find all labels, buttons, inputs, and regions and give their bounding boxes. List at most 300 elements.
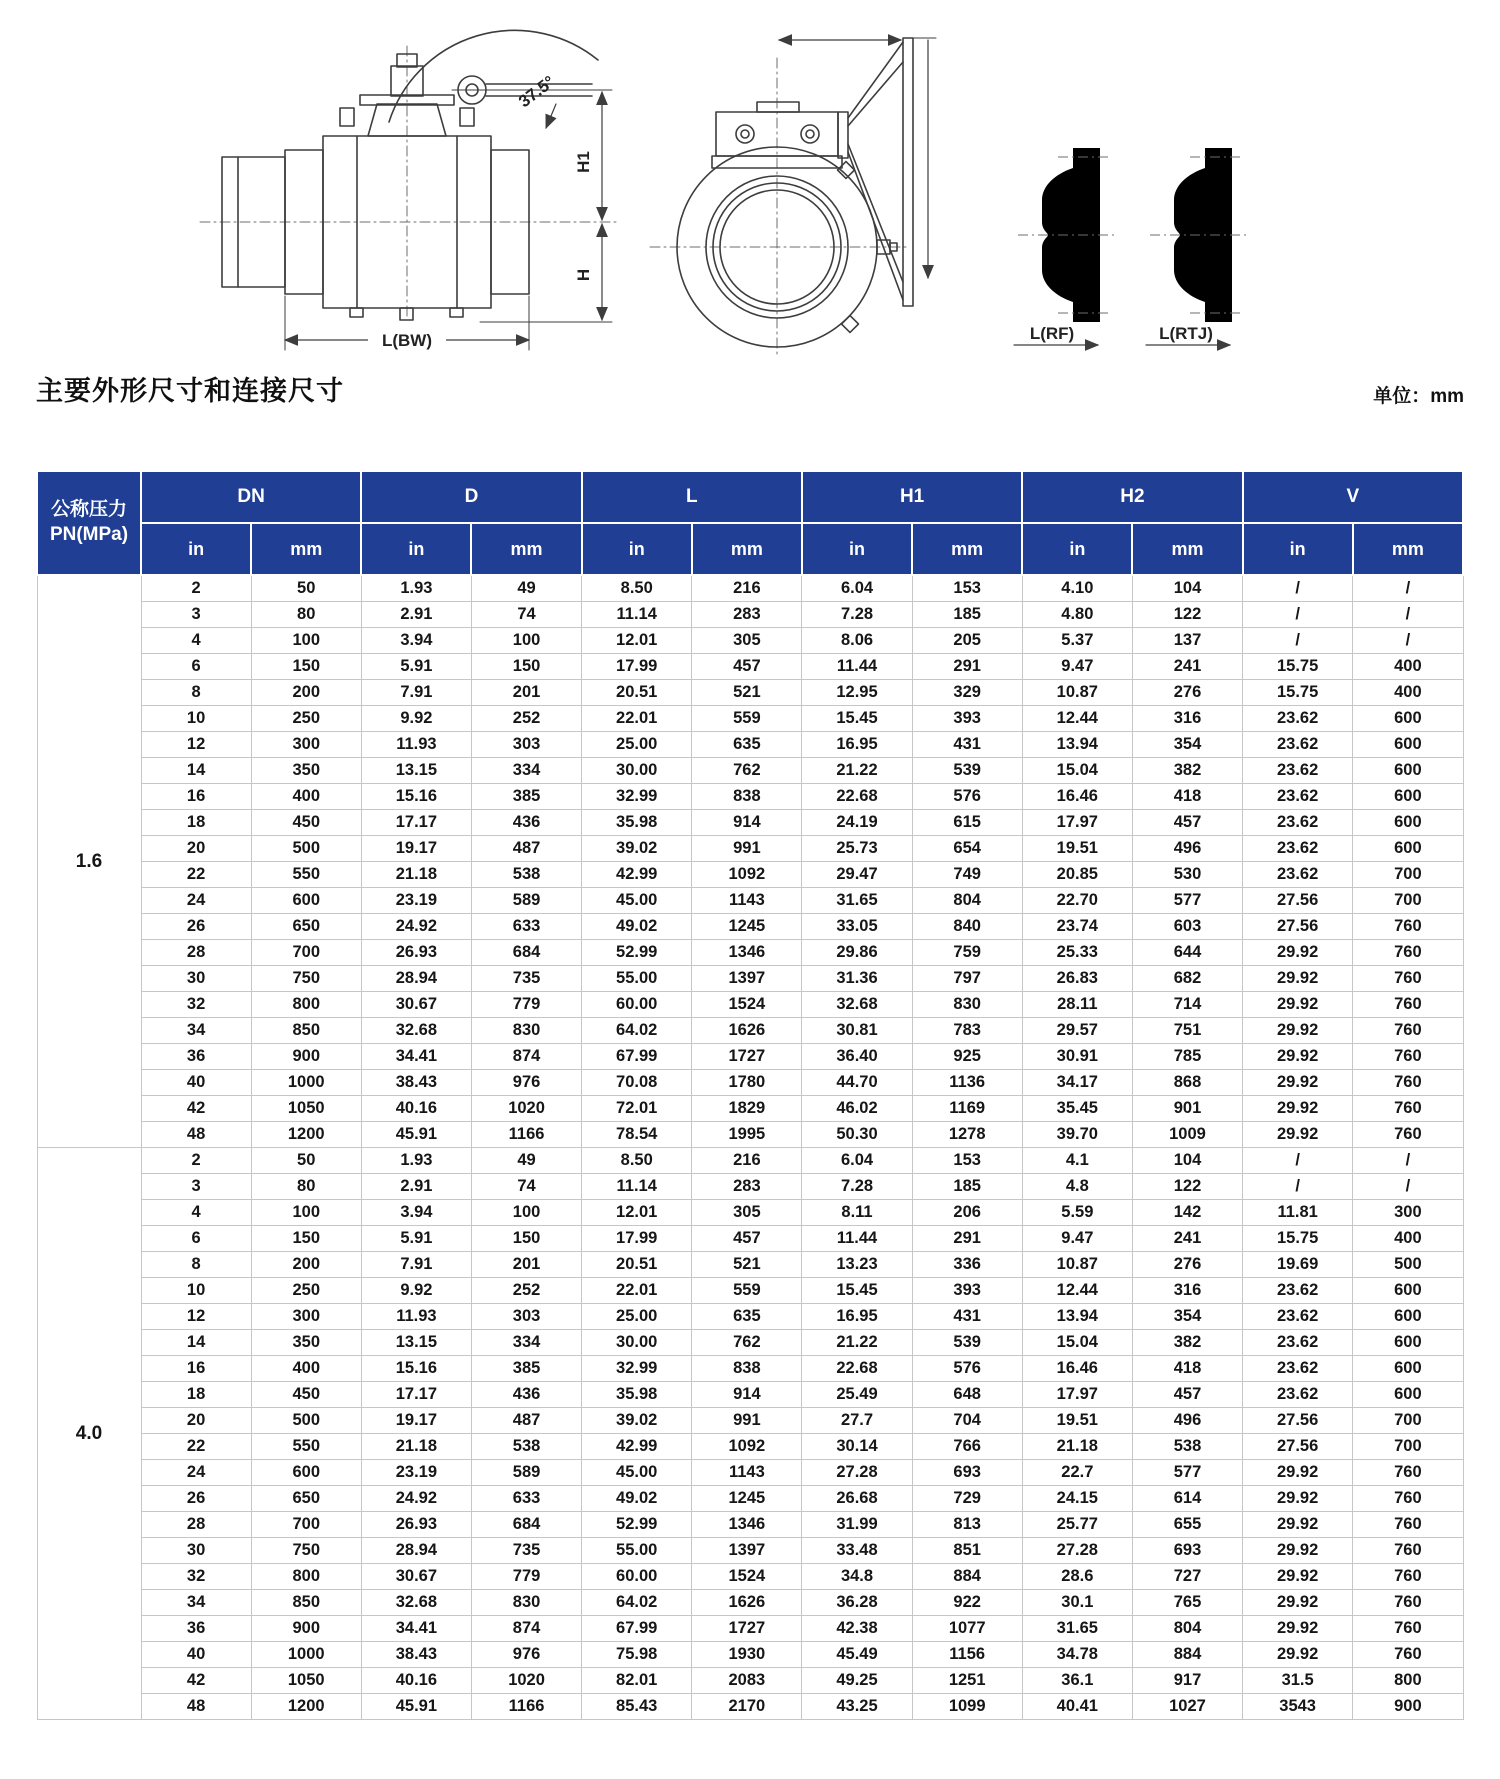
dimension-cell: 457: [692, 1226, 802, 1252]
dimension-cell: 201: [471, 1252, 581, 1278]
dimension-cell: 496: [1132, 1408, 1242, 1434]
dimension-cell: 1143: [692, 888, 802, 914]
dimension-cell: 8: [141, 1252, 251, 1278]
dimension-cell: 303: [471, 732, 581, 758]
dimension-cell: 1245: [692, 914, 802, 940]
dimension-cell: 350: [251, 758, 361, 784]
dimension-cell: 45.91: [361, 1694, 471, 1720]
dimension-cell: 12.01: [582, 628, 692, 654]
dimension-cell: 615: [912, 810, 1022, 836]
dimension-cell: 15.75: [1243, 680, 1353, 706]
side-view-dimensions: [285, 72, 612, 351]
dimension-cell: 1020: [471, 1668, 581, 1694]
dimension-cell: 4.80: [1022, 602, 1132, 628]
dimension-cell: 216: [692, 1148, 802, 1174]
dimension-cell: 16.95: [802, 1304, 912, 1330]
dimension-cell: 13.15: [361, 1330, 471, 1356]
dimension-cell: 25.77: [1022, 1512, 1132, 1538]
dimension-cell: 5.91: [361, 1226, 471, 1252]
dimension-cell: 29.92: [1243, 1642, 1353, 1668]
dimension-cell: 31.65: [1022, 1616, 1132, 1642]
dimension-cell: 31.65: [802, 888, 912, 914]
dimension-cell: /: [1243, 1174, 1353, 1200]
dimension-cell: 1397: [692, 1538, 802, 1564]
dimension-cell: 600: [1353, 758, 1463, 784]
dimension-cell: 12.01: [582, 1200, 692, 1226]
dimension-cell: 27.7: [802, 1408, 912, 1434]
dimension-cell: 28.6: [1022, 1564, 1132, 1590]
dimension-cell: 2170: [692, 1694, 802, 1720]
dimension-cell: 32.68: [361, 1018, 471, 1044]
dimension-cell: 8.50: [582, 575, 692, 602]
table-row: [37, 992, 1463, 1018]
dimension-cell: 729: [912, 1486, 1022, 1512]
dimension-cell: 153: [912, 1148, 1022, 1174]
dimension-cell: 12.95: [802, 680, 912, 706]
dimension-cell: 735: [471, 966, 581, 992]
dimension-cell: 15.75: [1243, 1226, 1353, 1252]
dimension-cell: 500: [1353, 1252, 1463, 1278]
dimension-cell: 300: [251, 1304, 361, 1330]
dimension-cell: 43.25: [802, 1694, 912, 1720]
dimension-cell: 589: [471, 888, 581, 914]
dimension-cell: 8.06: [802, 628, 912, 654]
dimension-cell: 22.68: [802, 784, 912, 810]
dimension-cell: 40.41: [1022, 1694, 1132, 1720]
dimension-cell: 8: [141, 680, 251, 706]
dimension-cell: 20: [141, 1408, 251, 1434]
dimension-cell: 1000: [251, 1070, 361, 1096]
table-row: [37, 1642, 1463, 1668]
dimension-cell: 654: [912, 836, 1022, 862]
dimension-cell: 17.97: [1022, 1382, 1132, 1408]
dimension-cell: 500: [251, 836, 361, 862]
dimension-cell: 25.49: [802, 1382, 912, 1408]
dimension-cell: 28: [141, 940, 251, 966]
dimension-cell: 100: [471, 1200, 581, 1226]
dimension-cell: 1136: [912, 1070, 1022, 1096]
dimension-cell: 291: [912, 654, 1022, 680]
dimension-cell: 393: [912, 1278, 1022, 1304]
dimension-cell: 137: [1132, 628, 1242, 654]
dimension-cell: 925: [912, 1044, 1022, 1070]
dimension-cell: 49.02: [582, 1486, 692, 1512]
dimension-cell: 600: [251, 1460, 361, 1486]
dimension-cell: 28.11: [1022, 992, 1132, 1018]
dimension-cell: 42.99: [582, 1434, 692, 1460]
dimension-cell: 55.00: [582, 966, 692, 992]
dimension-cell: 14: [141, 1330, 251, 1356]
col-header-h2: H2: [1022, 471, 1242, 523]
dimension-cell: 4.10: [1022, 575, 1132, 602]
table-row: [37, 732, 1463, 758]
dimension-cell: 1050: [251, 1096, 361, 1122]
dimension-cell: 538: [471, 1434, 581, 1460]
dimension-cell: 457: [1132, 810, 1242, 836]
dimension-cell: 1099: [912, 1694, 1022, 1720]
dimension-cell: 40.16: [361, 1668, 471, 1694]
dimension-cell: 11.44: [802, 1226, 912, 1252]
dimension-cell: 1930: [692, 1642, 802, 1668]
sub-header-mm: mm: [692, 523, 802, 575]
dimension-cell: 39.02: [582, 1408, 692, 1434]
dimension-cell: 40: [141, 1642, 251, 1668]
dimension-cell: 29.86: [802, 940, 912, 966]
table-row: [37, 888, 1463, 914]
dimension-cell: 70.08: [582, 1070, 692, 1096]
dimension-cell: 15.45: [802, 1278, 912, 1304]
dimension-cell: 26: [141, 1486, 251, 1512]
dimension-cell: 23.62: [1243, 810, 1353, 836]
col-header-h1: H1: [802, 471, 1022, 523]
table-row: [37, 758, 1463, 784]
dimension-cell: 704: [912, 1408, 1022, 1434]
dimension-cell: 700: [251, 1512, 361, 1538]
dimension-cell: 31.99: [802, 1512, 912, 1538]
table-row: [37, 1616, 1463, 1642]
dimension-cell: 34.17: [1022, 1070, 1132, 1096]
table-row: [37, 1044, 1463, 1070]
dimension-cell: 36.40: [802, 1044, 912, 1070]
dimension-cell: 82.01: [582, 1668, 692, 1694]
dimension-cell: 633: [471, 914, 581, 940]
dimension-cell: 28.94: [361, 1538, 471, 1564]
dimension-cell: 35.98: [582, 1382, 692, 1408]
dimension-cell: 2: [141, 1148, 251, 1174]
sub-header-mm: mm: [1132, 523, 1242, 575]
table-header-row-sub: [37, 523, 1463, 575]
dimension-cell: /: [1353, 1174, 1463, 1200]
dimension-cell: 291: [912, 1226, 1022, 1252]
dimension-cell: 26.83: [1022, 966, 1132, 992]
dimension-cell: 10: [141, 1278, 251, 1304]
dimension-cell: 749: [912, 862, 1022, 888]
dimension-cell: 1200: [251, 1122, 361, 1148]
dimension-cell: 29.92: [1243, 1538, 1353, 1564]
dimension-cell: 539: [912, 758, 1022, 784]
dimension-cell: 830: [471, 1018, 581, 1044]
dimension-cell: 36.28: [802, 1590, 912, 1616]
dimension-cell: 45.00: [582, 1460, 692, 1486]
dimension-cell: 142: [1132, 1200, 1242, 1226]
dimension-cell: 851: [912, 1538, 1022, 1564]
dimension-cell: 400: [251, 1356, 361, 1382]
dimension-cell: 34.8: [802, 1564, 912, 1590]
dimension-cell: 40.16: [361, 1096, 471, 1122]
dimension-cell: 830: [471, 1590, 581, 1616]
dimension-cell: 201: [471, 680, 581, 706]
dimension-cell: 30.14: [802, 1434, 912, 1460]
dimension-cell: 577: [1132, 1460, 1242, 1486]
dimension-cell: 10: [141, 706, 251, 732]
dimension-cell: 34.78: [1022, 1642, 1132, 1668]
dimension-cell: 24: [141, 888, 251, 914]
dimension-cell: 24.92: [361, 914, 471, 940]
dimension-cell: 538: [471, 862, 581, 888]
table-row: [37, 1434, 1463, 1460]
dimension-cell: 252: [471, 1278, 581, 1304]
dimension-cell: 283: [692, 1174, 802, 1200]
dimension-cell: 31.36: [802, 966, 912, 992]
dimension-cell: 1278: [912, 1122, 1022, 1148]
dimension-cell: 300: [251, 732, 361, 758]
dimension-cell: 36.1: [1022, 1668, 1132, 1694]
dimension-cell: 1.93: [361, 1148, 471, 1174]
dimension-cell: 700: [1353, 888, 1463, 914]
dimension-cell: 4.1: [1022, 1148, 1132, 1174]
table-row: [37, 1304, 1463, 1330]
dimension-cell: 800: [1353, 1668, 1463, 1694]
dimension-cell: 15.04: [1022, 758, 1132, 784]
dimension-cell: 42: [141, 1668, 251, 1694]
dimension-cell: 550: [251, 862, 361, 888]
dimension-cell: /: [1353, 575, 1463, 602]
dimension-cell: 760: [1353, 1070, 1463, 1096]
dimension-cell: 60.00: [582, 1564, 692, 1590]
dimension-cell: 635: [692, 732, 802, 758]
dimension-cell: 7.91: [361, 680, 471, 706]
dimension-cell: 436: [471, 1382, 581, 1408]
dimension-cell: 400: [251, 784, 361, 810]
dimension-cell: 122: [1132, 602, 1242, 628]
dimension-cell: 917: [1132, 1668, 1242, 1694]
dimension-cell: 1143: [692, 1460, 802, 1486]
dimension-cell: 991: [692, 836, 802, 862]
dimension-cell: 153: [912, 575, 1022, 602]
dimension-cell: 3543: [1243, 1694, 1353, 1720]
dimension-cell: 9.92: [361, 1278, 471, 1304]
dimension-cell: 49.02: [582, 914, 692, 940]
dimension-cell: 30: [141, 966, 251, 992]
dimension-cell: 17.97: [1022, 810, 1132, 836]
dimension-cell: 2.91: [361, 602, 471, 628]
dimension-cell: 80: [251, 602, 361, 628]
dimension-cell: 1050: [251, 1668, 361, 1694]
dimension-cell: 48: [141, 1694, 251, 1720]
dimension-cell: 487: [471, 1408, 581, 1434]
dimension-cell: 20.85: [1022, 862, 1132, 888]
dimension-cell: 1027: [1132, 1694, 1242, 1720]
dimension-cell: 22.68: [802, 1356, 912, 1382]
dimension-cell: 29.92: [1243, 1070, 1353, 1096]
dimension-cell: 487: [471, 836, 581, 862]
dimension-cell: 760: [1353, 1044, 1463, 1070]
dimension-cell: 150: [471, 654, 581, 680]
dimension-cell: 18: [141, 810, 251, 836]
dimension-cell: 1092: [692, 1434, 802, 1460]
dimension-cell: 32.99: [582, 1356, 692, 1382]
table-row: [37, 1590, 1463, 1616]
dimension-cell: 700: [1353, 862, 1463, 888]
dimension-cell: 24: [141, 1460, 251, 1486]
dimension-cell: 785: [1132, 1044, 1242, 1070]
dim-label-h: H: [574, 268, 593, 282]
dimension-cell: 17.17: [361, 810, 471, 836]
dimension-cell: 727: [1132, 1564, 1242, 1590]
dimension-cell: 52.99: [582, 940, 692, 966]
dimension-cell: 765: [1132, 1590, 1242, 1616]
dimension-cell: 431: [912, 1304, 1022, 1330]
table-body: [37, 575, 1463, 1720]
dimension-cell: 6: [141, 654, 251, 680]
dimension-cell: 900: [1353, 1694, 1463, 1720]
dimension-cell: 1092: [692, 862, 802, 888]
dimension-cell: 760: [1353, 1460, 1463, 1486]
dimension-cell: 283: [692, 602, 802, 628]
dimension-cell: 633: [471, 1486, 581, 1512]
dimension-cell: 1077: [912, 1616, 1022, 1642]
dimension-cell: 26: [141, 914, 251, 940]
dimension-cell: 684: [471, 940, 581, 966]
dimension-cell: 11.14: [582, 602, 692, 628]
dimension-cell: 9.47: [1022, 654, 1132, 680]
table-row: [37, 1564, 1463, 1590]
dimension-cell: 45.91: [361, 1122, 471, 1148]
col-header-d: D: [361, 471, 581, 523]
dimension-cell: 850: [251, 1018, 361, 1044]
dimension-cell: 874: [471, 1616, 581, 1642]
dimension-cell: 13.94: [1022, 1304, 1132, 1330]
dimension-cell: 39.02: [582, 836, 692, 862]
dimension-cell: 32.68: [361, 1590, 471, 1616]
dimension-cell: 418: [1132, 784, 1242, 810]
dimension-cell: 1009: [1132, 1122, 1242, 1148]
dimension-cell: 42: [141, 1096, 251, 1122]
dimension-cell: 316: [1132, 1278, 1242, 1304]
dimension-cell: 27.56: [1243, 1434, 1353, 1460]
dimension-cell: 1245: [692, 1486, 802, 1512]
dimension-cell: 30: [141, 1538, 251, 1564]
dimension-cell: 922: [912, 1590, 1022, 1616]
dimension-cell: 50.30: [802, 1122, 912, 1148]
dimension-cell: 1156: [912, 1642, 1022, 1668]
dimension-cell: 100: [471, 628, 581, 654]
dimension-cell: 29.57: [1022, 1018, 1132, 1044]
dimension-cell: 1.93: [361, 575, 471, 602]
dimension-cell: 900: [251, 1616, 361, 1642]
dimension-cell: 28.94: [361, 966, 471, 992]
dimension-cell: 34: [141, 1018, 251, 1044]
dimension-cell: 354: [1132, 1304, 1242, 1330]
dimension-cell: 23.19: [361, 888, 471, 914]
dimension-cell: 17.17: [361, 1382, 471, 1408]
dimension-cell: 635: [692, 1304, 802, 1330]
dimension-cell: 25.33: [1022, 940, 1132, 966]
dimension-cell: 2083: [692, 1668, 802, 1694]
dimension-cell: 29.92: [1243, 992, 1353, 1018]
dimension-cell: 22.7: [1022, 1460, 1132, 1486]
dimension-cell: 1829: [692, 1096, 802, 1122]
dimension-cell: 400: [1353, 680, 1463, 706]
dimension-cell: 760: [1353, 914, 1463, 940]
table-row: [37, 654, 1463, 680]
dimension-cell: 600: [1353, 810, 1463, 836]
dimension-cell: 305: [692, 1200, 802, 1226]
table-row: [37, 628, 1463, 654]
dimension-cell: 241: [1132, 654, 1242, 680]
dimension-cell: 29.92: [1243, 1018, 1353, 1044]
dimension-cell: 25.00: [582, 1304, 692, 1330]
dimension-cell: 34.41: [361, 1044, 471, 1070]
dimension-cell: 3.94: [361, 1200, 471, 1226]
dimension-cell: 11.81: [1243, 1200, 1353, 1226]
dimension-cell: 650: [251, 1486, 361, 1512]
sub-header-in: in: [1022, 523, 1132, 575]
dimension-cell: 29.92: [1243, 1486, 1353, 1512]
dimension-cell: 21.18: [361, 1434, 471, 1460]
dimension-cell: 26.93: [361, 1512, 471, 1538]
dimension-cell: 15.75: [1243, 654, 1353, 680]
table-row: [37, 1538, 1463, 1564]
sub-header-mm: mm: [1353, 523, 1463, 575]
dimension-cell: 336: [912, 1252, 1022, 1278]
unit-label: 单位：mm: [1373, 386, 1464, 407]
dimension-cell: 30.1: [1022, 1590, 1132, 1616]
dimension-cell: 760: [1353, 1486, 1463, 1512]
dimension-cell: 760: [1353, 1564, 1463, 1590]
dimension-cell: 32.68: [802, 992, 912, 1018]
dimension-cell: 600: [1353, 1330, 1463, 1356]
dimension-cell: 16: [141, 784, 251, 810]
dimension-cell: 329: [912, 680, 1022, 706]
dimension-cell: 305: [692, 628, 802, 654]
table-row: [37, 1694, 1463, 1720]
dimension-cell: 530: [1132, 862, 1242, 888]
dimension-cell: 23.62: [1243, 1304, 1353, 1330]
dimension-cell: 19.69: [1243, 1252, 1353, 1278]
table-row: [37, 784, 1463, 810]
dimension-cell: 976: [471, 1070, 581, 1096]
dimension-cell: 29.92: [1243, 1460, 1353, 1486]
dimension-cell: 7.91: [361, 1252, 471, 1278]
dimension-cell: 900: [251, 1044, 361, 1070]
dimension-cell: 1169: [912, 1096, 1022, 1122]
dimension-cell: 600: [1353, 732, 1463, 758]
table-row: [37, 1330, 1463, 1356]
table-header: [37, 471, 1463, 575]
dimension-cell: 550: [251, 1434, 361, 1460]
dimension-cell: 15.04: [1022, 1330, 1132, 1356]
dimension-cell: 67.99: [582, 1616, 692, 1642]
dimension-cell: 22: [141, 1434, 251, 1460]
dimension-cell: 750: [251, 966, 361, 992]
dimension-cell: 600: [1353, 836, 1463, 862]
dimension-cell: 760: [1353, 1512, 1463, 1538]
table-row: [37, 1668, 1463, 1694]
dimension-cell: 838: [692, 1356, 802, 1382]
dimension-cell: 16.46: [1022, 1356, 1132, 1382]
dimension-cell: 1251: [912, 1668, 1022, 1694]
table-row: [37, 1460, 1463, 1486]
dimension-cell: 648: [912, 1382, 1022, 1408]
dimension-cell: 760: [1353, 1590, 1463, 1616]
dim-label-lrf: L(RF): [1029, 324, 1075, 343]
dimension-cell: 760: [1353, 1122, 1463, 1148]
dimension-cell: 20.51: [582, 1252, 692, 1278]
table-row: [37, 1486, 1463, 1512]
pressure-group-label: 1.6: [37, 575, 141, 1148]
pressure-header-line1: 公称压力: [50, 499, 127, 521]
dimension-cell: 48: [141, 1122, 251, 1148]
dimension-cell: 779: [471, 1564, 581, 1590]
dimension-cell: 23.74: [1022, 914, 1132, 940]
dimension-cell: 838: [692, 784, 802, 810]
dimension-cell: 804: [912, 888, 1022, 914]
dimension-cell: 334: [471, 758, 581, 784]
dimension-cell: 991: [692, 1408, 802, 1434]
dimension-cell: 4: [141, 628, 251, 654]
dimension-cell: 23.62: [1243, 706, 1353, 732]
